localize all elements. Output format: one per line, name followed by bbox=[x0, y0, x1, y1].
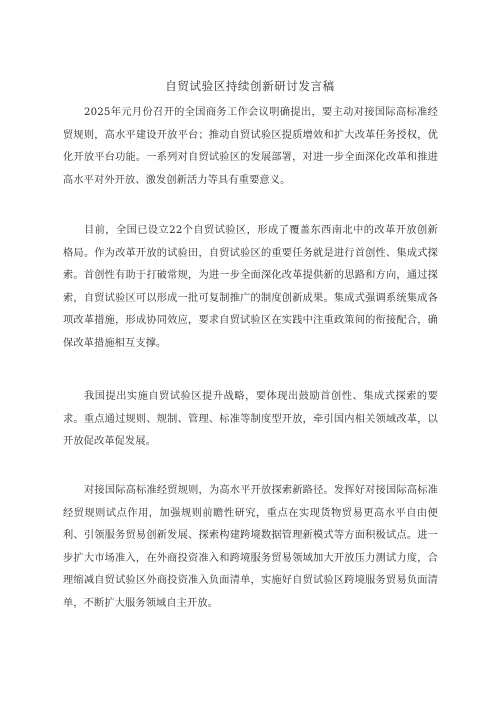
paragraph: 我国提出实施自贸试验区提升战略，要体现出鼓励首创性、集成式探索的要求。重点通过规则、规制、管理、标准等制度型开放，牵引国内相关领域改革，以开放促改革促发展。 bbox=[63, 391, 438, 448]
paragraph: 目前，全国已设立22个自贸试验区，形成了覆盖东西南北中的改革开放创新格局。作为改革开放的试验田，自贸试验区的重要任务就是进行首创性、集成式探索。首创性有助于打破常规，为进一步全面深化改革提供新的思路和方向，通过探索，自贸试验区可以形成一批可复制推广的制度创新成果。集成式强调系统集成各项改革措施，形成协同效应，要求自贸试验区在实践中注重政策间的衔接配合，确保改革措施相互支撑。 bbox=[63, 225, 438, 349]
paragraph: 对接国际高标准经贸规则，为高水平开放探索新路径。发挥好对接国际高标准经贸规则试点作用，加强规则前瞻性研究，重点在实现货物贸易更高水平自由便利、引领服务贸易创新发展、探索构建跨境数据管理新模式等方面积极试点。进一步扩大市场准入，在外商投资准入和跨境服务贸易领域加大开放压力测试力度，合理缩减自贸试验区外商投资准入负面清单，实施好自贸试验区跨境服务贸易负面清单，不断扩大服务领域自主开放。 bbox=[63, 485, 438, 609]
document-title: 自贸试验区持续创新研讨发言稿 bbox=[165, 79, 335, 93]
paragraph: 2025年元月份召开的全国商务工作会议明确提出，要主动对接国际高标准经贸规则，高水平建设开放平台；推动自贸试验区提质增效和扩大改革任务授权，优化开放平台功能。一系列对自贸试验区的发展部署，对进一步全面深化改革和推进高水平对外开放、激发创新活力等具有重要意义。 bbox=[63, 107, 438, 186]
